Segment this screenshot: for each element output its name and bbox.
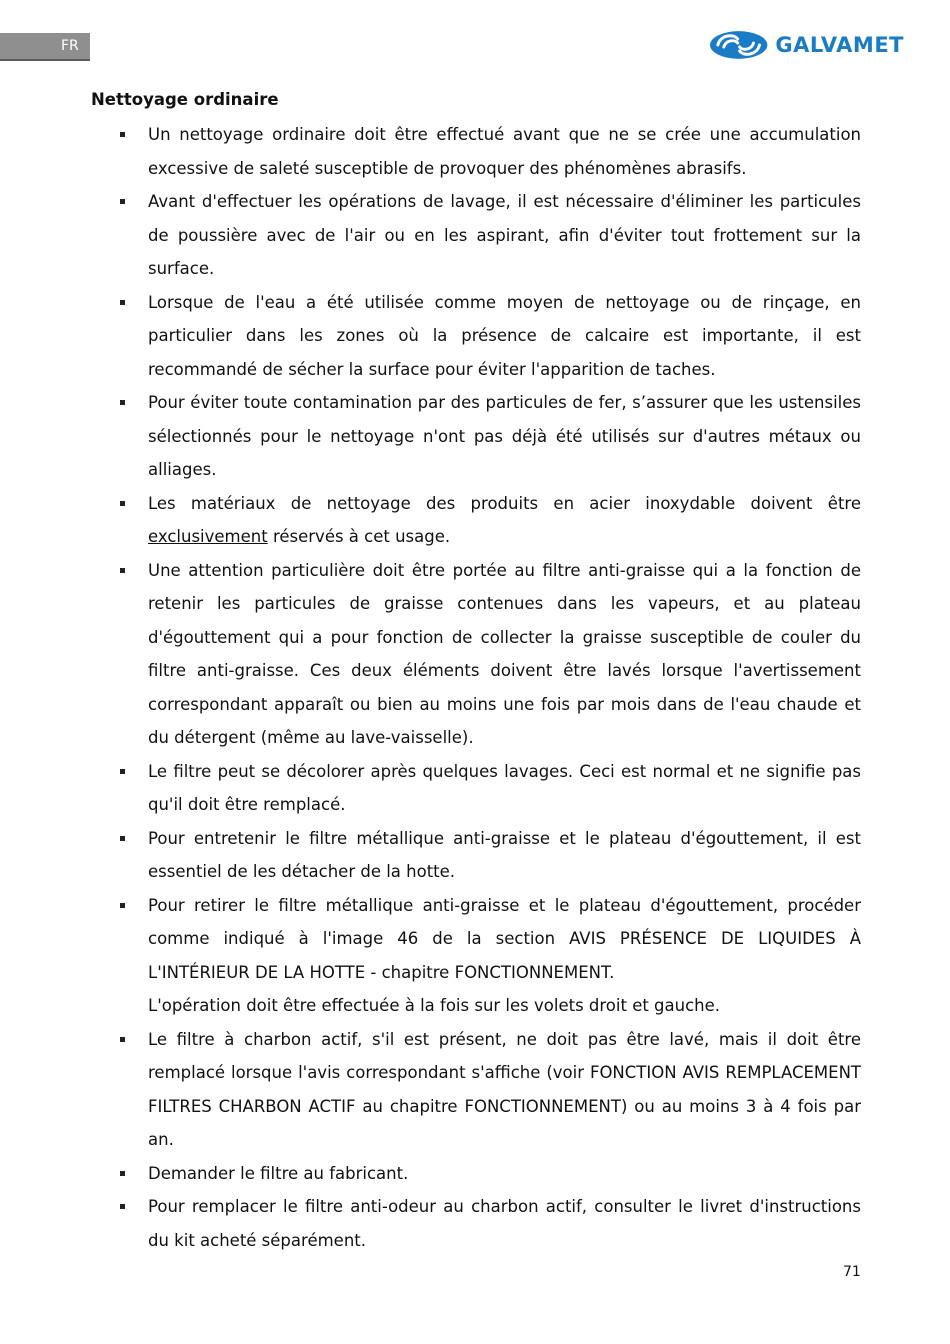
list-item bbox=[148, 487, 861, 554]
item-text: Lorsque de l'eau a été utilisée comme moyen de nettoyage ou de rinçage, en particulier dans les zones où la présence de calcaire est importante, il est recommandé de sécher la surface pour éviter l'apparition de taches. bbox=[148, 292, 861, 379]
list-item bbox=[148, 386, 861, 487]
section-title: Nettoyage ordinaire bbox=[91, 90, 279, 109]
item-text-after: réservés à cet usage. bbox=[267, 527, 451, 546]
item-text: Pour éviter toute contamination par des particules de fer, s’assurer que les ustensiles sélectionnés pour le nettoyage n'ont pas déjà été utilisés sur d'autres métaux ou alliages. bbox=[148, 393, 861, 479]
underlined-emphasis: exclusivement bbox=[148, 527, 268, 546]
list-item bbox=[148, 1157, 861, 1191]
item-text: Pour remplacer le filtre anti-odeur au charbon actif, consulter le livret d'instructions du kit acheté séparément. bbox=[148, 1197, 861, 1250]
language-tab bbox=[0, 33, 90, 61]
list-item bbox=[148, 286, 861, 387]
list-item bbox=[148, 755, 861, 822]
item-text: Pour entretenir le filtre métallique anti-graisse et le plateau d'égouttement, il est essentiel de les détacher de la hotte. bbox=[148, 828, 861, 881]
item-text: Le filtre peut se décolorer après quelques lavages. Ceci est normal et ne signifie pas qu'il doit être remplacé. bbox=[148, 761, 861, 814]
list-item bbox=[148, 822, 861, 889]
item-text-before: Les matériaux de nettoyage des produits en acier inoxydable doivent être bbox=[148, 493, 861, 513]
item-text: Demander le filtre au fabricant. bbox=[148, 1163, 409, 1183]
list-item bbox=[148, 554, 861, 755]
page-number: 71 bbox=[843, 1264, 861, 1280]
galvamet-swirl-logo-icon bbox=[708, 29, 769, 61]
language-label: FR bbox=[61, 38, 79, 54]
item-text: Une attention particulière doit être portée au filtre anti-graisse qui a la fonction de retenir les particules de graisse contenues dans les vapeurs, et au plateau d'égouttement qui a pour fonction de collecter la graisse susceptible de couler du filtre anti-graisse. Ces deux éléments doivent être lavés lorsque l'avertissement correspondant apparaît ou bien au moins une fois par mois dans de l'eau chaude et du détergent (même au lave-vaisselle). bbox=[148, 560, 861, 747]
item-text: Le filtre à charbon actif, s'il est présent, ne doit pas être lavé, mais il doit être remplacé lorsque l'avis correspondant s'affiche (voir FONCTION AVIS REMPLACEMENT FILTRES CHARBON ACTIF au chapitre FONCTIONNEMENT) ou au moins 3 à 4 fois par an. bbox=[148, 1029, 861, 1149]
cleaning-instructions-list bbox=[148, 118, 861, 1257]
item-note: L'opération doit être effectuée à la fois sur les volets droit et gauche. bbox=[148, 996, 721, 1015]
item-text: Avant d'effectuer les opérations de lavage, il est nécessaire d'éliminer les particules de poussière avec de l'air ou en les aspirant, afin d'éviter tout frottement sur la surface. bbox=[148, 192, 861, 278]
list-item bbox=[148, 1023, 861, 1157]
brand-logo bbox=[708, 28, 904, 62]
brand-name: GALVAMET bbox=[775, 32, 904, 57]
list-item bbox=[148, 185, 861, 286]
item-text: Pour retirer le filtre métallique anti-graisse et le plateau d'égouttement, procéder comme indiqué à l'image 46 de la section AVIS PRÉSENCE DE LIQUIDES À L'INTÉRIEUR DE LA HOTTE - chapitre FONCTIONNEMENT. bbox=[148, 895, 861, 982]
item-text: Un nettoyage ordinaire doit être effectué avant que ne se crée une accumulation excessive de saleté susceptible de provoquer des phénomènes abrasifs. bbox=[148, 125, 861, 178]
list-item bbox=[148, 889, 861, 1023]
list-item bbox=[148, 118, 861, 185]
list-item bbox=[148, 1190, 861, 1257]
